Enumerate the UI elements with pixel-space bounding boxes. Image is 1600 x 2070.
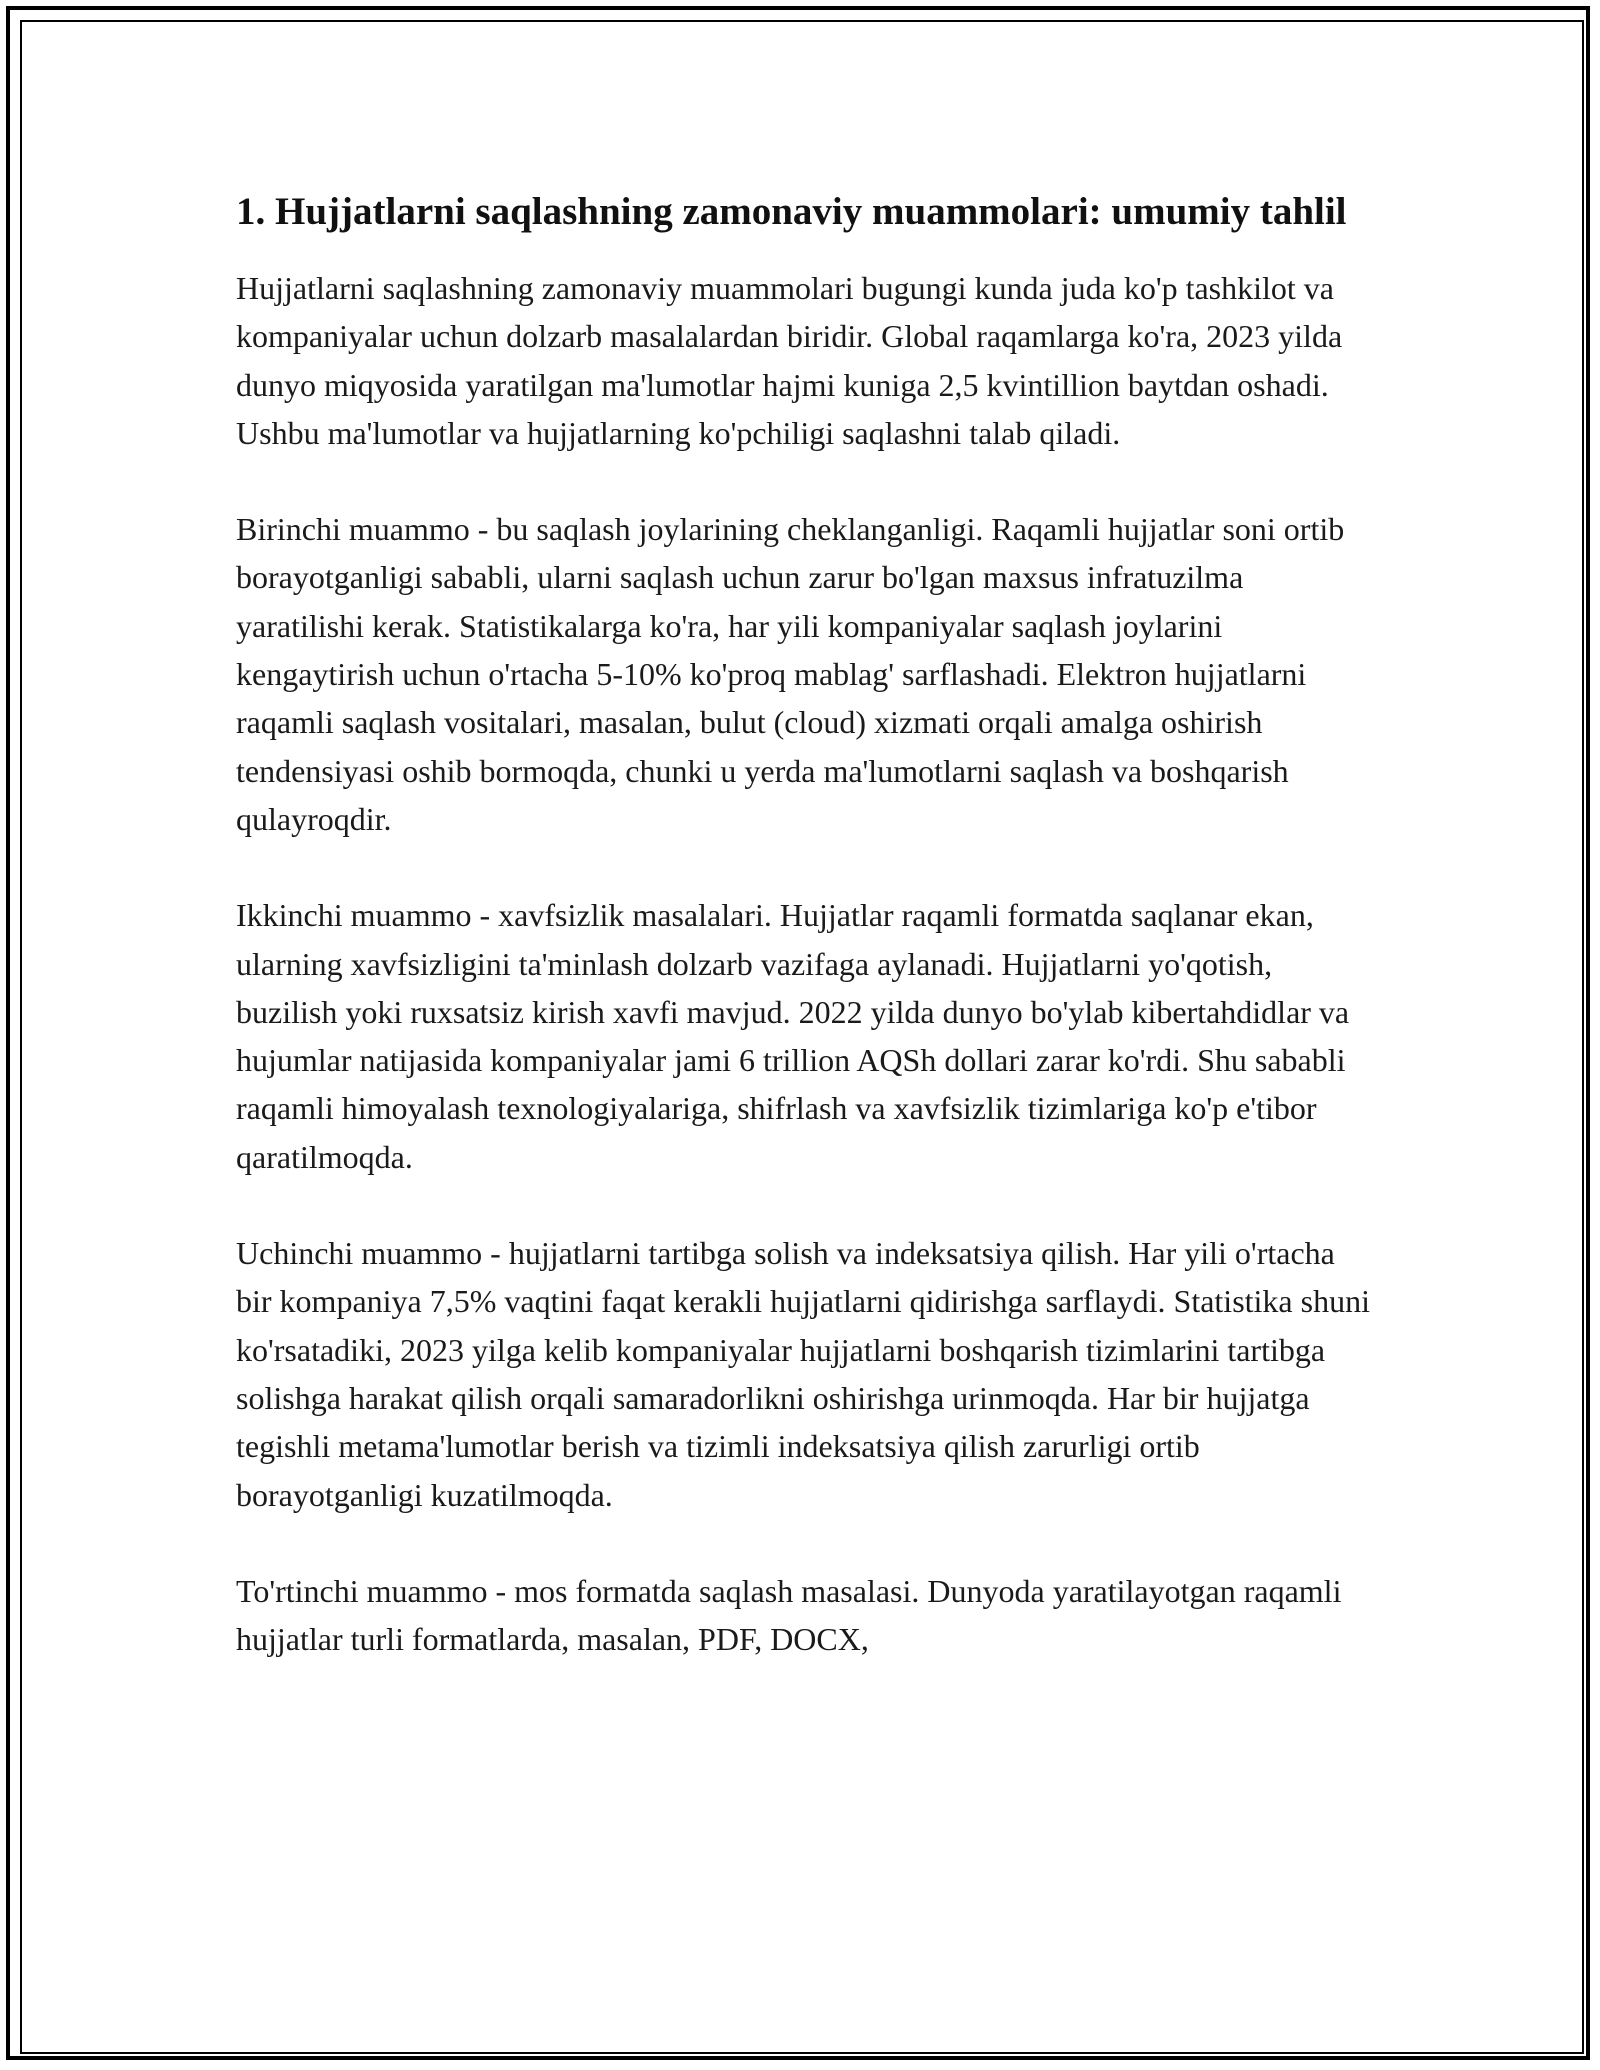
paragraph-third-problem: Uchinchi muammo - hujjatlarni tartibga solish va indeksatsiya qilish. Har yili o'rtacha bir kompaniya 7,5% vaqtini faqat kerakli hujjatlarni qidirishga sarflaydi. Statistika shuni ko'rsatadiki, 2023 yilga kelib kompaniyalar hujjatlarni boshqarish tizimlarini tartibga solishga harakat qilish orqali samaradorlikni oshirishga urinmoqda. Har bir hujjatga tegishli metama'lumotlar berish va tizimli indeksatsiya qilish zarurligi ortib borayotganligi kuzatilmoqda. (236, 1235, 1370, 1513)
paragraph-first-problem: Birinchi muammo - bu saqlash joylarining cheklanganligi. Raqamli hujjatlar soni ortib borayotganligi sababli, ularni saqlash uchun zarur bo'lgan maxsus infratuzilma yaratilishi kerak. Statistikalarga ko'ra, har yili kompaniyalar saqlash joylarini kengaytirish uchun o'rtacha 5-10% ko'proq mablag' sarflashadi. Elektron hujjatlarni raqamli saqlash vositalari, masalan, bulut (cloud) xizmati orqali amalga oshirish tendensiyasi oshib bormoqda, chunki u yerda ma'lumotlarni saqlash va boshqarish qulayroqdir. (236, 511, 1345, 837)
section-title: 1. Hujjatlarni saqlashning zamonaviy muammolari: umumiy tahlil (236, 190, 1347, 233)
paragraph-intro: Hujjatlarni saqlashning zamonaviy muammolari bugungi kunda juda ko'p tashkilot va kompaniyalar uchun dolzarb masalalardan biridir. Global raqamlarga ko'ra, 2023 yilda dunyo miqyosida yaratilgan ma'lumotlar hajmi kuniga 2,5 kvintillion baytdan oshadi. Ushbu ma'lumotlar va hujjatlarning ko'pchiligi saqlashni talab qiladi. (236, 270, 1343, 451)
paragraph-second-problem: Ikkinchi muammo - xavfsizlik masalalari. Hujjatlar raqamli formatda saqlanar ekan, ularning xavfsizligini ta'minlash dolzarb vazifaga aylanadi. Hujjatlarni yo'qotish, buzilish yoki ruxsatsiz kirish xavfi mavjud. 2022 yilda dunyo bo'ylab kibertahdidlar va hujumlar natijasida kompaniyalar jami 6 trillion AQSh dollari zarar ko'rdi. Shu sababli raqamli himoyalash texnologiyalariga, shifrlash va xavfsizlik tizimlariga ko'p e'tibor qaratilmoqda. (236, 897, 1350, 1175)
paragraph-fourth-problem: To'rtinchi muammo - mos formatda saqlash masalasi. Dunyoda yaratilayotgan raqamli hujjatlar turli formatlarda, masalan, PDF, DOCX, (236, 1572, 1342, 1658)
document-body (236, 186, 1372, 1711)
